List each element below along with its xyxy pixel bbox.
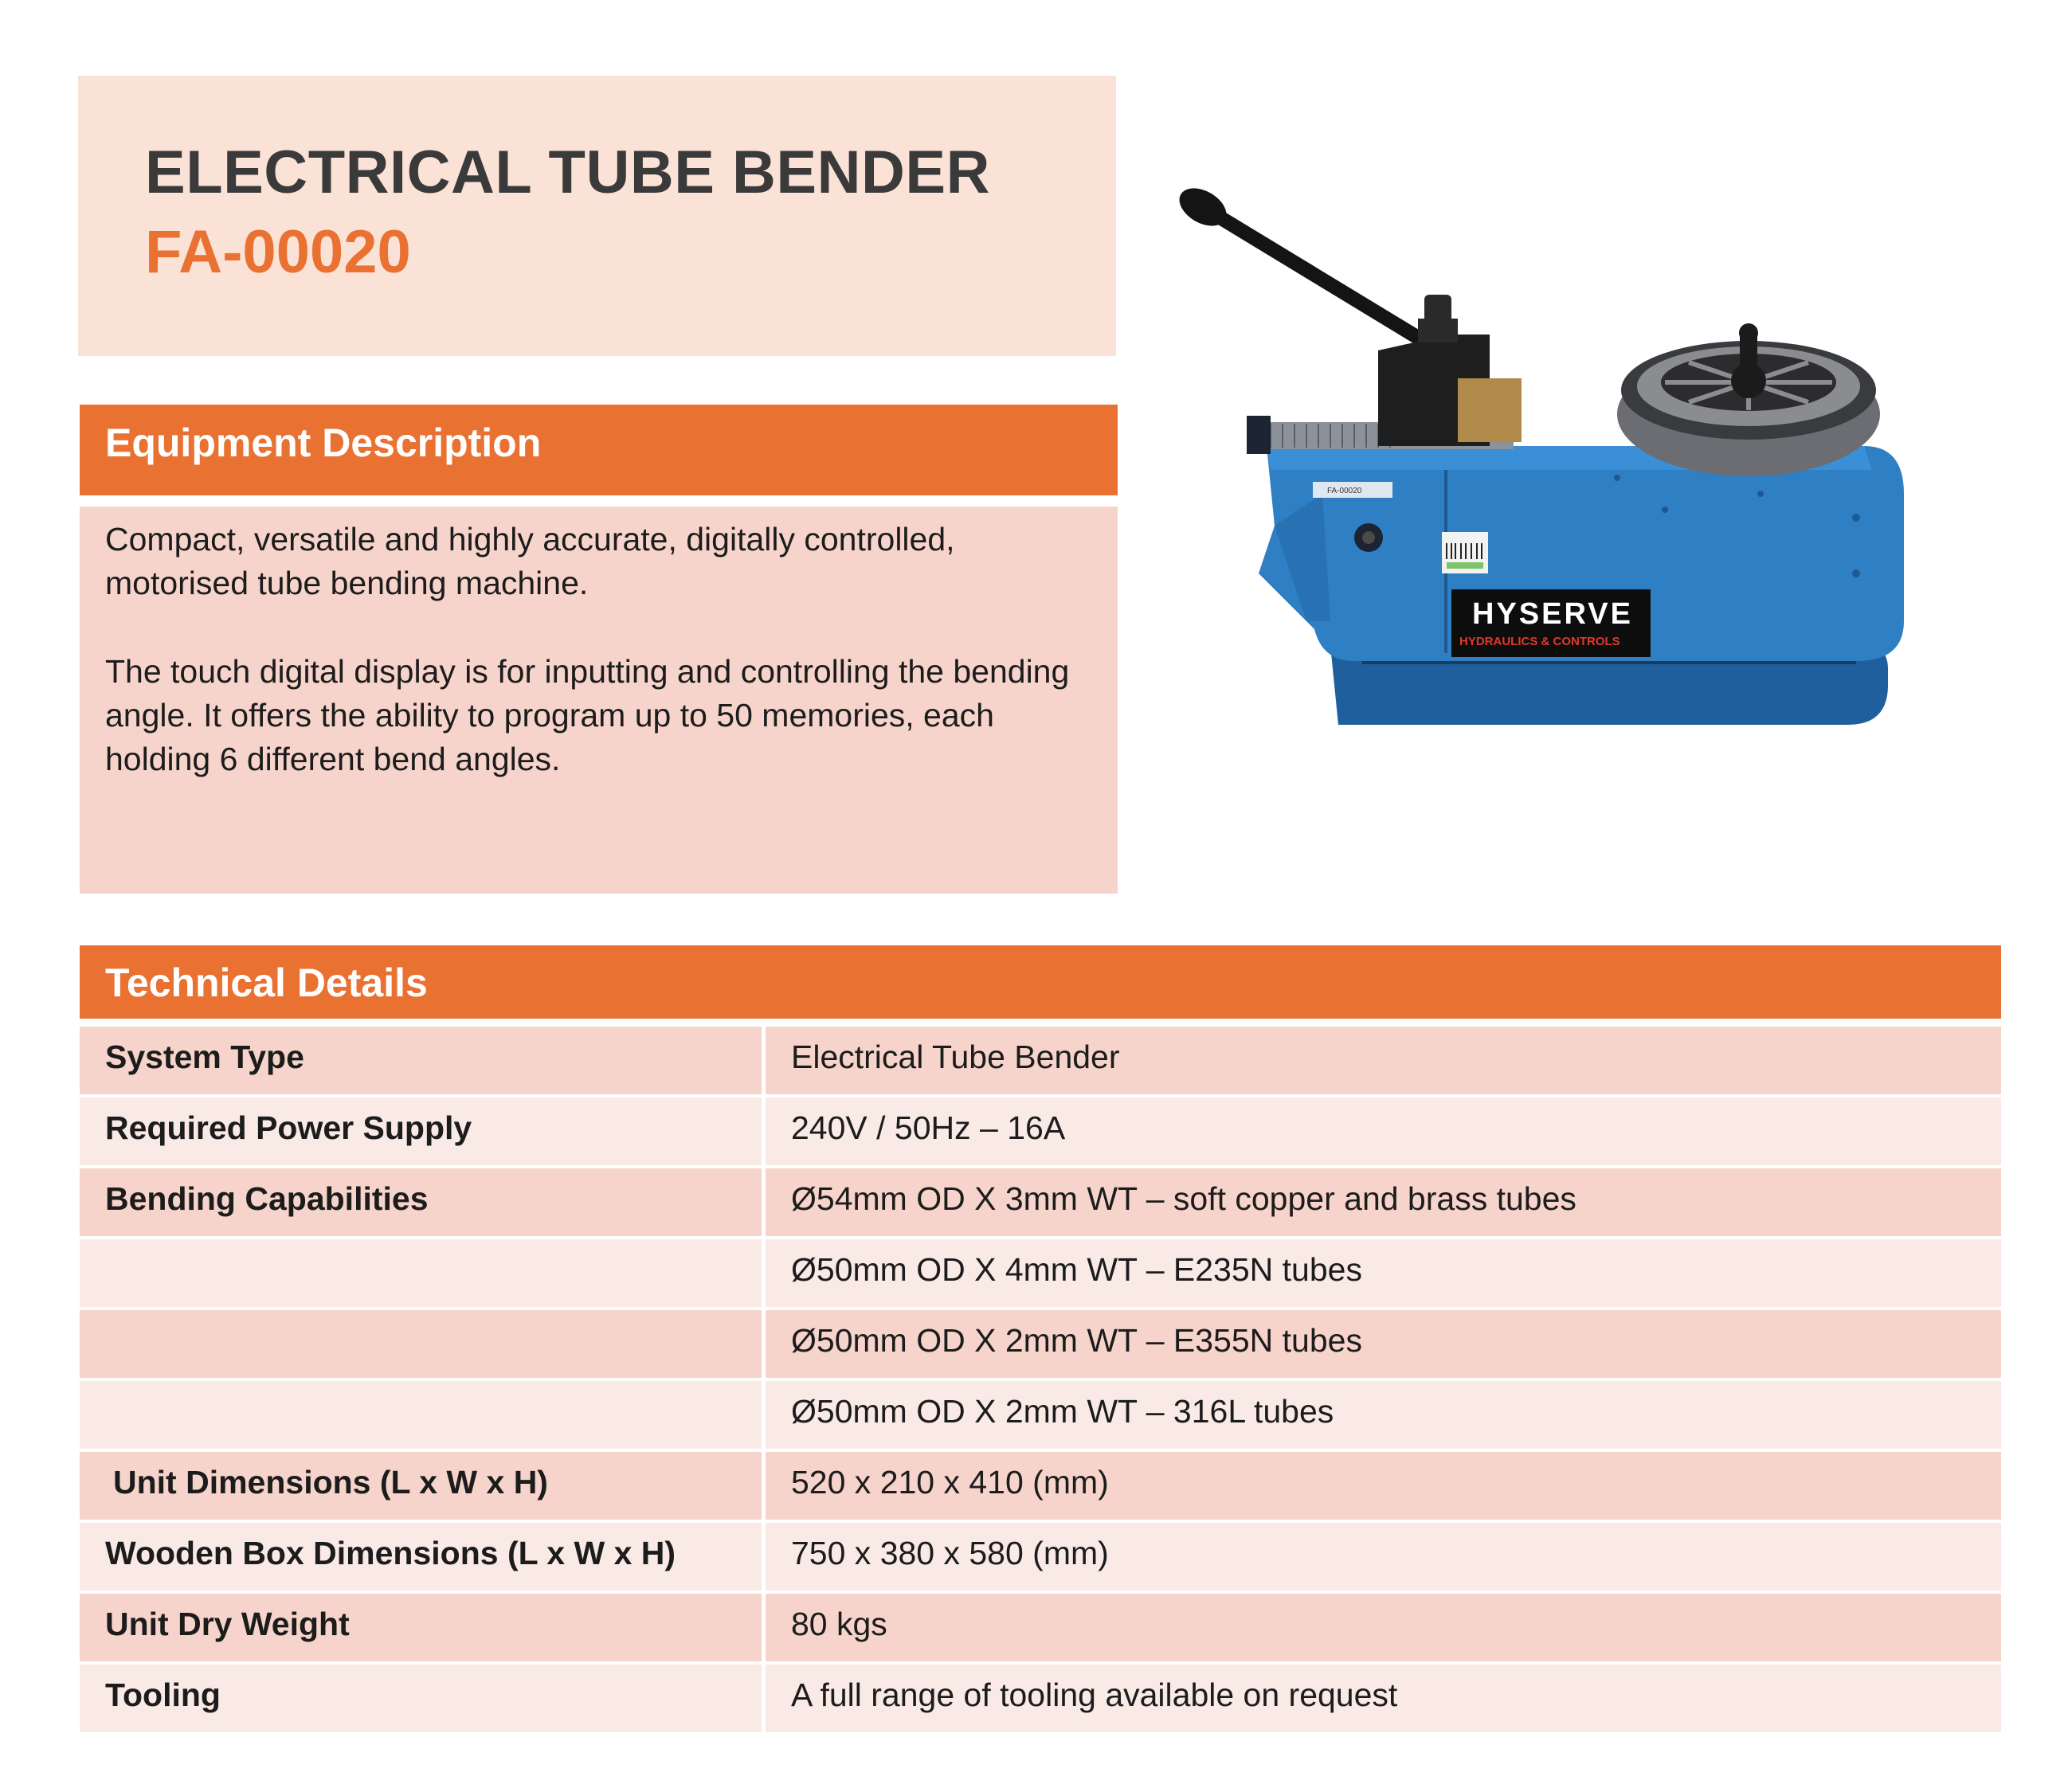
row-label: Required Power Supply: [105, 1109, 472, 1146]
description-paragraph: The touch digital display is for inputting and controlling the bending angle. It offers the ability to program up to 50 memories, each holding 6 different bend angles.: [105, 653, 1070, 777]
column-divider: [762, 1452, 766, 1520]
column-divider: [762, 1168, 766, 1236]
asset-tag-text: FA-00020: [1327, 487, 1362, 495]
row-value: 750 x 380 x 580 (mm): [791, 1535, 1109, 1571]
row-label: Bending Capabilities: [105, 1180, 429, 1217]
row-value: Ø50mm OD X 4mm WT – E235N tubes: [791, 1251, 1362, 1288]
row-value: 520 x 210 x 410 (mm): [791, 1464, 1109, 1501]
page-title: ELECTRICAL TUBE BENDER: [145, 139, 990, 206]
table-row: [80, 1665, 2001, 1732]
row-label: Tooling: [105, 1677, 221, 1713]
column-divider: [762, 1381, 766, 1449]
asset-code: FA-00020: [145, 218, 411, 286]
row-value: A full range of tooling available on request: [791, 1677, 1398, 1713]
column-divider: [762, 1523, 766, 1590]
brand-subtitle: HYDRAULICS & CONTROLS: [1459, 635, 1620, 648]
column-divider: [762, 1098, 766, 1165]
row-value: 80 kgs: [791, 1606, 887, 1642]
table-row: [80, 1452, 2001, 1520]
column-divider: [762, 1239, 766, 1307]
title-block: [78, 76, 1116, 356]
tube-bender-machine-photo: [1171, 175, 1904, 757]
table-row: [80, 1594, 2001, 1661]
table-row: [80, 1168, 2001, 1236]
row-value: Ø54mm OD X 3mm WT – soft copper and brass tubes: [791, 1180, 1576, 1217]
column-divider: [762, 1594, 766, 1661]
column-divider: [762, 1665, 766, 1732]
table-row: [80, 1381, 2001, 1449]
row-value: 240V / 50Hz – 16A: [791, 1109, 1066, 1146]
row-value: Electrical Tube Bender: [791, 1039, 1120, 1075]
row-label: Wooden Box Dimensions (L x W x H): [105, 1535, 676, 1571]
technical-header: [80, 945, 2001, 1019]
description-header: [80, 405, 1118, 495]
table-row: [80, 1027, 2001, 1094]
table-row: [80, 1310, 2001, 1378]
description-body: [80, 507, 1118, 894]
table-row: [80, 1098, 2001, 1165]
row-value: Ø50mm OD X 2mm WT – 316L tubes: [791, 1393, 1334, 1430]
row-value: Ø50mm OD X 2mm WT – E355N tubes: [791, 1322, 1362, 1359]
technical-heading: Technical Details: [105, 961, 428, 1005]
row-label: System Type: [105, 1039, 304, 1075]
table-row: [80, 1523, 2001, 1590]
row-label: Unit Dry Weight: [105, 1606, 350, 1642]
row-label: Unit Dimensions (L x W x H): [113, 1464, 548, 1501]
column-divider: [762, 1027, 766, 1094]
description-paragraph: Compact, versatile and highly accurate, digitally controlled, motorised tube bending machine.: [105, 521, 955, 601]
description-heading: Equipment Description: [105, 421, 542, 465]
column-divider: [762, 1310, 766, 1378]
table-row: [80, 1239, 2001, 1307]
brand-logo: HYSERVE: [1472, 597, 1633, 631]
